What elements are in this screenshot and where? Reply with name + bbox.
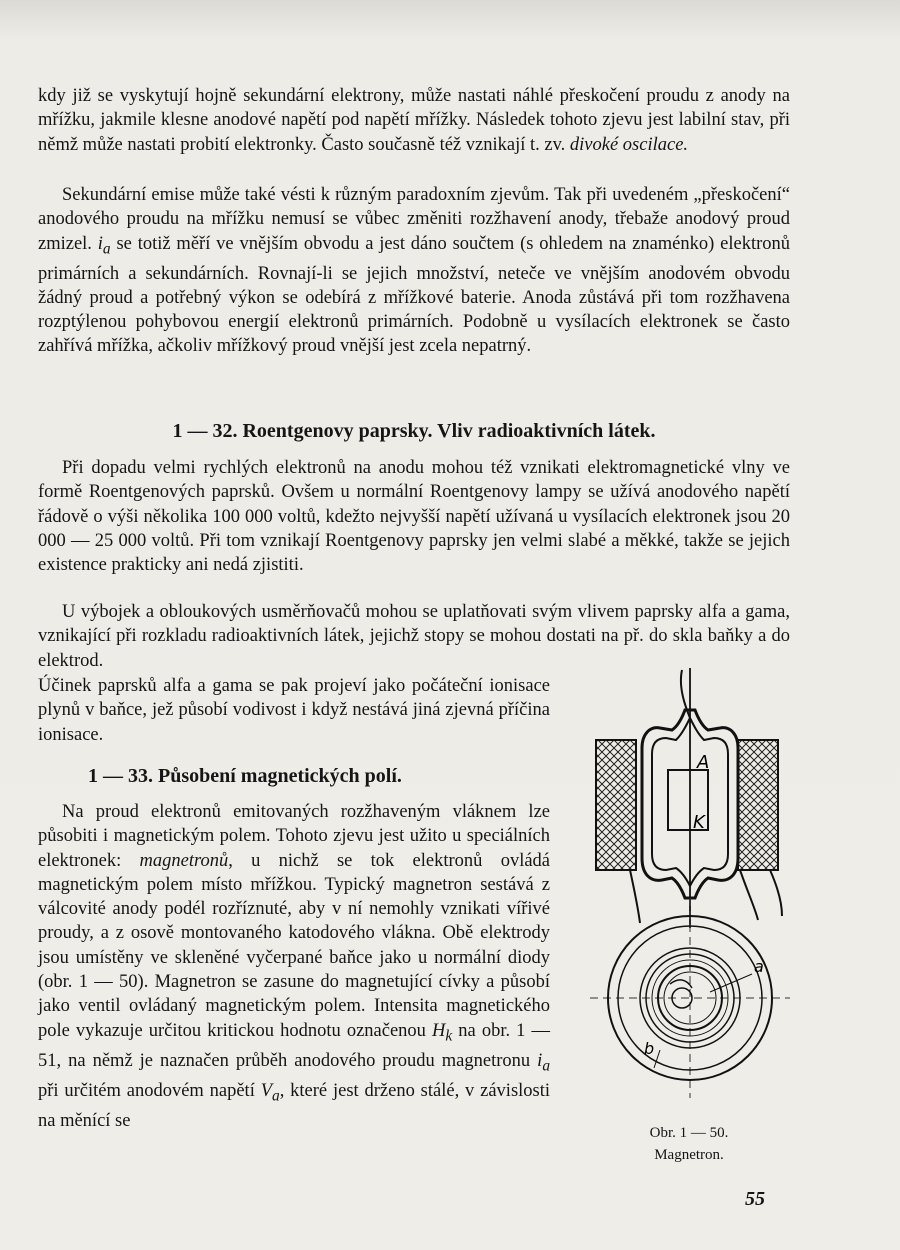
paragraph-continuation xyxy=(38,84,790,157)
cross-section xyxy=(590,898,790,1098)
coil-right xyxy=(738,740,778,870)
page-number: 55 xyxy=(745,1188,765,1210)
magnetron-figure xyxy=(590,668,790,1110)
figure-caption xyxy=(600,1122,778,1166)
paragraph-radioactive: U výbojek a obloukových usměrňovačů mohou se uplatňovati svým vlivem paprsky alfa a gama, vznikající při rozkladu radioaktivních látek, jejichž stopy se mohou dostati na př. do skla baňky a do elektrod. xyxy=(38,602,790,671)
symbol-i-a: $i_a$ xyxy=(97,233,111,258)
text-run: kdy již se vyskytují hojně sekundární elektrony, může nastati náhlé přeskočení proudu z anody na mřížku, jakmile klesne anodové napětí pod napětí mřížky. Následek tohoto zjevu jest labilní stav, při němž může nastati probití elektronky. Často současně též vznikají t. zv. xyxy=(38,86,790,155)
symbol-v-a: $V_a$ xyxy=(260,1080,280,1105)
caption-title: Magnetron. xyxy=(654,1147,724,1163)
paragraph-magnetic: Na proud elektronů emitovaných rozžhaveným vláknem lze působiti i magnetickým polem. Tohoto zjevu jest užito u speciálních elektronek: magnetronů, u nichž se tok elektronů ovládá magnetickým polem místo mřížkou. Typický magnetron sestává z válcovité anody podél rozříznuté, aby v ní nemohly vznikati vířivé proudy, a z osově montovaného katodového vlákna. Obě elektrody jsou umístěny ve skleněné vyčerpané baňce jako u normální diody (obr. 1 — 50). Magnetron se zasune do magnetující cívky a působí jako ventil ovládaný magnetickým polem. Intensita magnetického pole vykazuje určitou kritickou hodnotu označenou $H_k$ na obr. 1 — 51, na němž je naznačen průběh anodového proudu magnetronu $i_a$ při určitém anodovém napětí $V_a$, které jest drženo stálé, v závislosti na měnící se xyxy=(38,802,551,1131)
coil-left xyxy=(596,740,636,870)
italic-term: divoké oscilace. xyxy=(569,134,689,155)
text-run: se totiž měří ve vnějším obvodu a jest dáno součtem (s ohledem na znaménko) elektronů primárních a sekundárních. Rovnají-li se jejich množství, neteče ve vnějším anodovém obvodu žádný proud a potřebný výkon se odebírá z mřížkové baterie. Anoda zůstává při tom rozžhavena rozptýlenou pohybovou energií elektronů primárních. Podobně u vysílacích elektronek se často zahřívá mřížka, ačkoliv mřížkový proud vnější jest zcela nepatrný. xyxy=(38,233,791,357)
label-A: A xyxy=(697,752,710,773)
section-heading-1-32: 1 — 32. Roentgenovy paprsky. Vliv radioaktivních látek. xyxy=(172,420,656,442)
label-a: a xyxy=(754,957,764,976)
paragraph-radioactive-cont: Účinek paprsků alfa a gama se pak projeví jako počáteční ionisace plynů v baňce, jež působí vodivost i když nestává jiná zjevná příčina ionisace. xyxy=(38,676,550,745)
text-run: Sekundární emise může také vésti k různým paradoxním zjevům. Tak při uvedeném „přeskočení“ anodového proudu na mřížku nemusí se vůbec změniti rozžhavení anody, třebaže anodový proud zmizel. xyxy=(38,185,790,254)
symbol-i-a: $i_a$ xyxy=(537,1050,551,1075)
symbol-h-k: $H_k$ xyxy=(432,1020,453,1045)
label-b: b xyxy=(644,1039,655,1058)
caption-number: Obr. 1 — 50. xyxy=(649,1125,729,1141)
label-K: K xyxy=(693,812,705,833)
paragraph-secondary-emission xyxy=(38,183,790,359)
italic-term: magnetronů xyxy=(139,850,229,871)
section-heading-1-33: 1 — 33. Působení magnetických polí. xyxy=(88,765,402,787)
paragraph-roentgen: Při dopadu velmi rychlých elektronů na anodu mohou též vznikati elektromagnetické vlny ve formě Roentgenových paprsků. Ovšem u normální Roentgenovy lampy se užívá anodového napětí řádově o výši několika 100 000 voltů, kdežto nejvyšší napětí užívaná u vysílacích elektronek jsou 20 000 — 25 000 voltů. Při tom vznikají Roentgenovy paprsky jen velmi slabé a měkké, takže se jejich existence prakticky ani nedá zjistiti. xyxy=(38,458,790,576)
